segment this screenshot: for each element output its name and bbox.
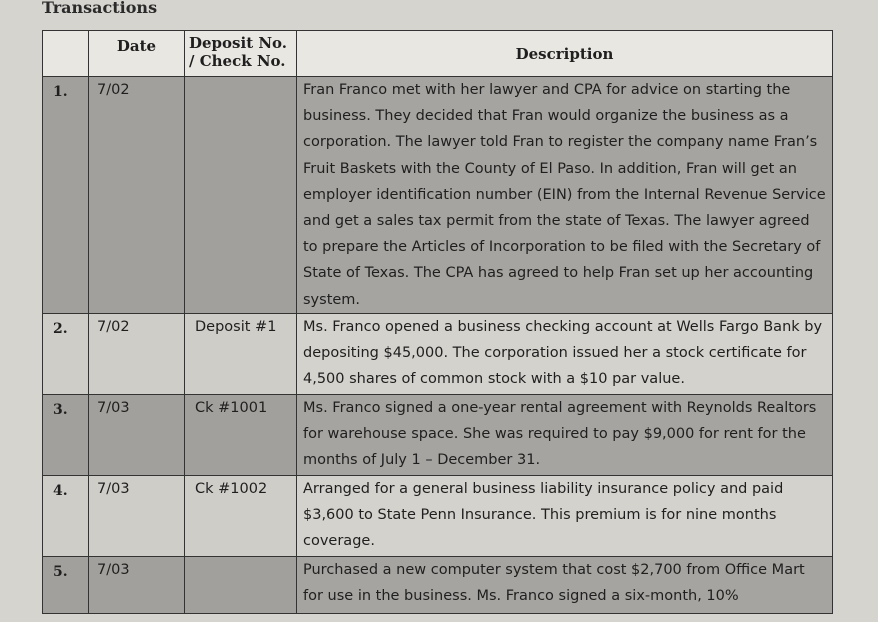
header-deposit-line2: / Check No. xyxy=(189,52,286,70)
header-deposit-check xyxy=(185,31,297,77)
row-description: Arranged for a general business liability insurance policy and paid $3,600 to State Penn Insurance. This premium is for nine months coverage. xyxy=(297,475,833,556)
row-description: Ms. Franco opened a business checking account at Wells Fargo Bank by depositing $45,000. The corporation issued her a stock certificate for 4,500 shares of common stock with a $10 par value. xyxy=(297,313,833,394)
header-description: Description xyxy=(297,31,833,77)
table-row xyxy=(43,475,833,556)
table-row xyxy=(43,556,833,613)
row-number: 4. xyxy=(43,475,89,556)
transactions-table xyxy=(42,30,833,614)
header-deposit-line1: Deposit No. xyxy=(189,34,288,52)
row-reference: Ck #1001 xyxy=(185,394,297,475)
row-number: 1. xyxy=(43,77,89,314)
row-reference xyxy=(185,556,297,613)
header-number xyxy=(43,31,89,77)
row-number: 2. xyxy=(43,313,89,394)
row-date: 7/03 xyxy=(89,556,185,613)
table-row xyxy=(43,313,833,394)
row-number: 5. xyxy=(43,556,89,613)
table-row xyxy=(43,394,833,475)
header-row xyxy=(43,31,833,77)
row-description: Purchased a new computer system that cost $2,700 from Office Mart for use in the business. Ms. Franco signed a six-month, 10% xyxy=(297,556,833,613)
row-reference: Ck #1002 xyxy=(185,475,297,556)
row-description: Fran Franco met with her lawyer and CPA for advice on starting the business. They decided that Fran would organize the business as a corporation. The lawyer told Fran to register the company name Fran’s Fruit Baskets with the County of El Paso. In addition, Fran will get an employer identification number (EIN) from the Internal Revenue Service and get a sales tax permit from the state of Texas. The lawyer agreed to prepare the Articles of Incorporation to be filed with the Secretary of State of Texas. The CPA has agreed to help Fran set up her accounting system. xyxy=(297,77,833,314)
row-reference xyxy=(185,77,297,314)
row-description: Ms. Franco signed a one-year rental agreement with Reynolds Realtors for warehouse space. She was required to pay $9,000 for rent for the months of July 1 – December 31. xyxy=(297,394,833,475)
table-row xyxy=(43,77,833,314)
row-date: 7/02 xyxy=(89,313,185,394)
header-date: Date xyxy=(89,31,185,77)
row-number: 3. xyxy=(43,394,89,475)
page-title: Transactions xyxy=(42,0,158,17)
row-reference: Deposit #1 xyxy=(185,313,297,394)
row-date: 7/02 xyxy=(89,77,185,314)
row-date: 7/03 xyxy=(89,475,185,556)
row-date: 7/03 xyxy=(89,394,185,475)
